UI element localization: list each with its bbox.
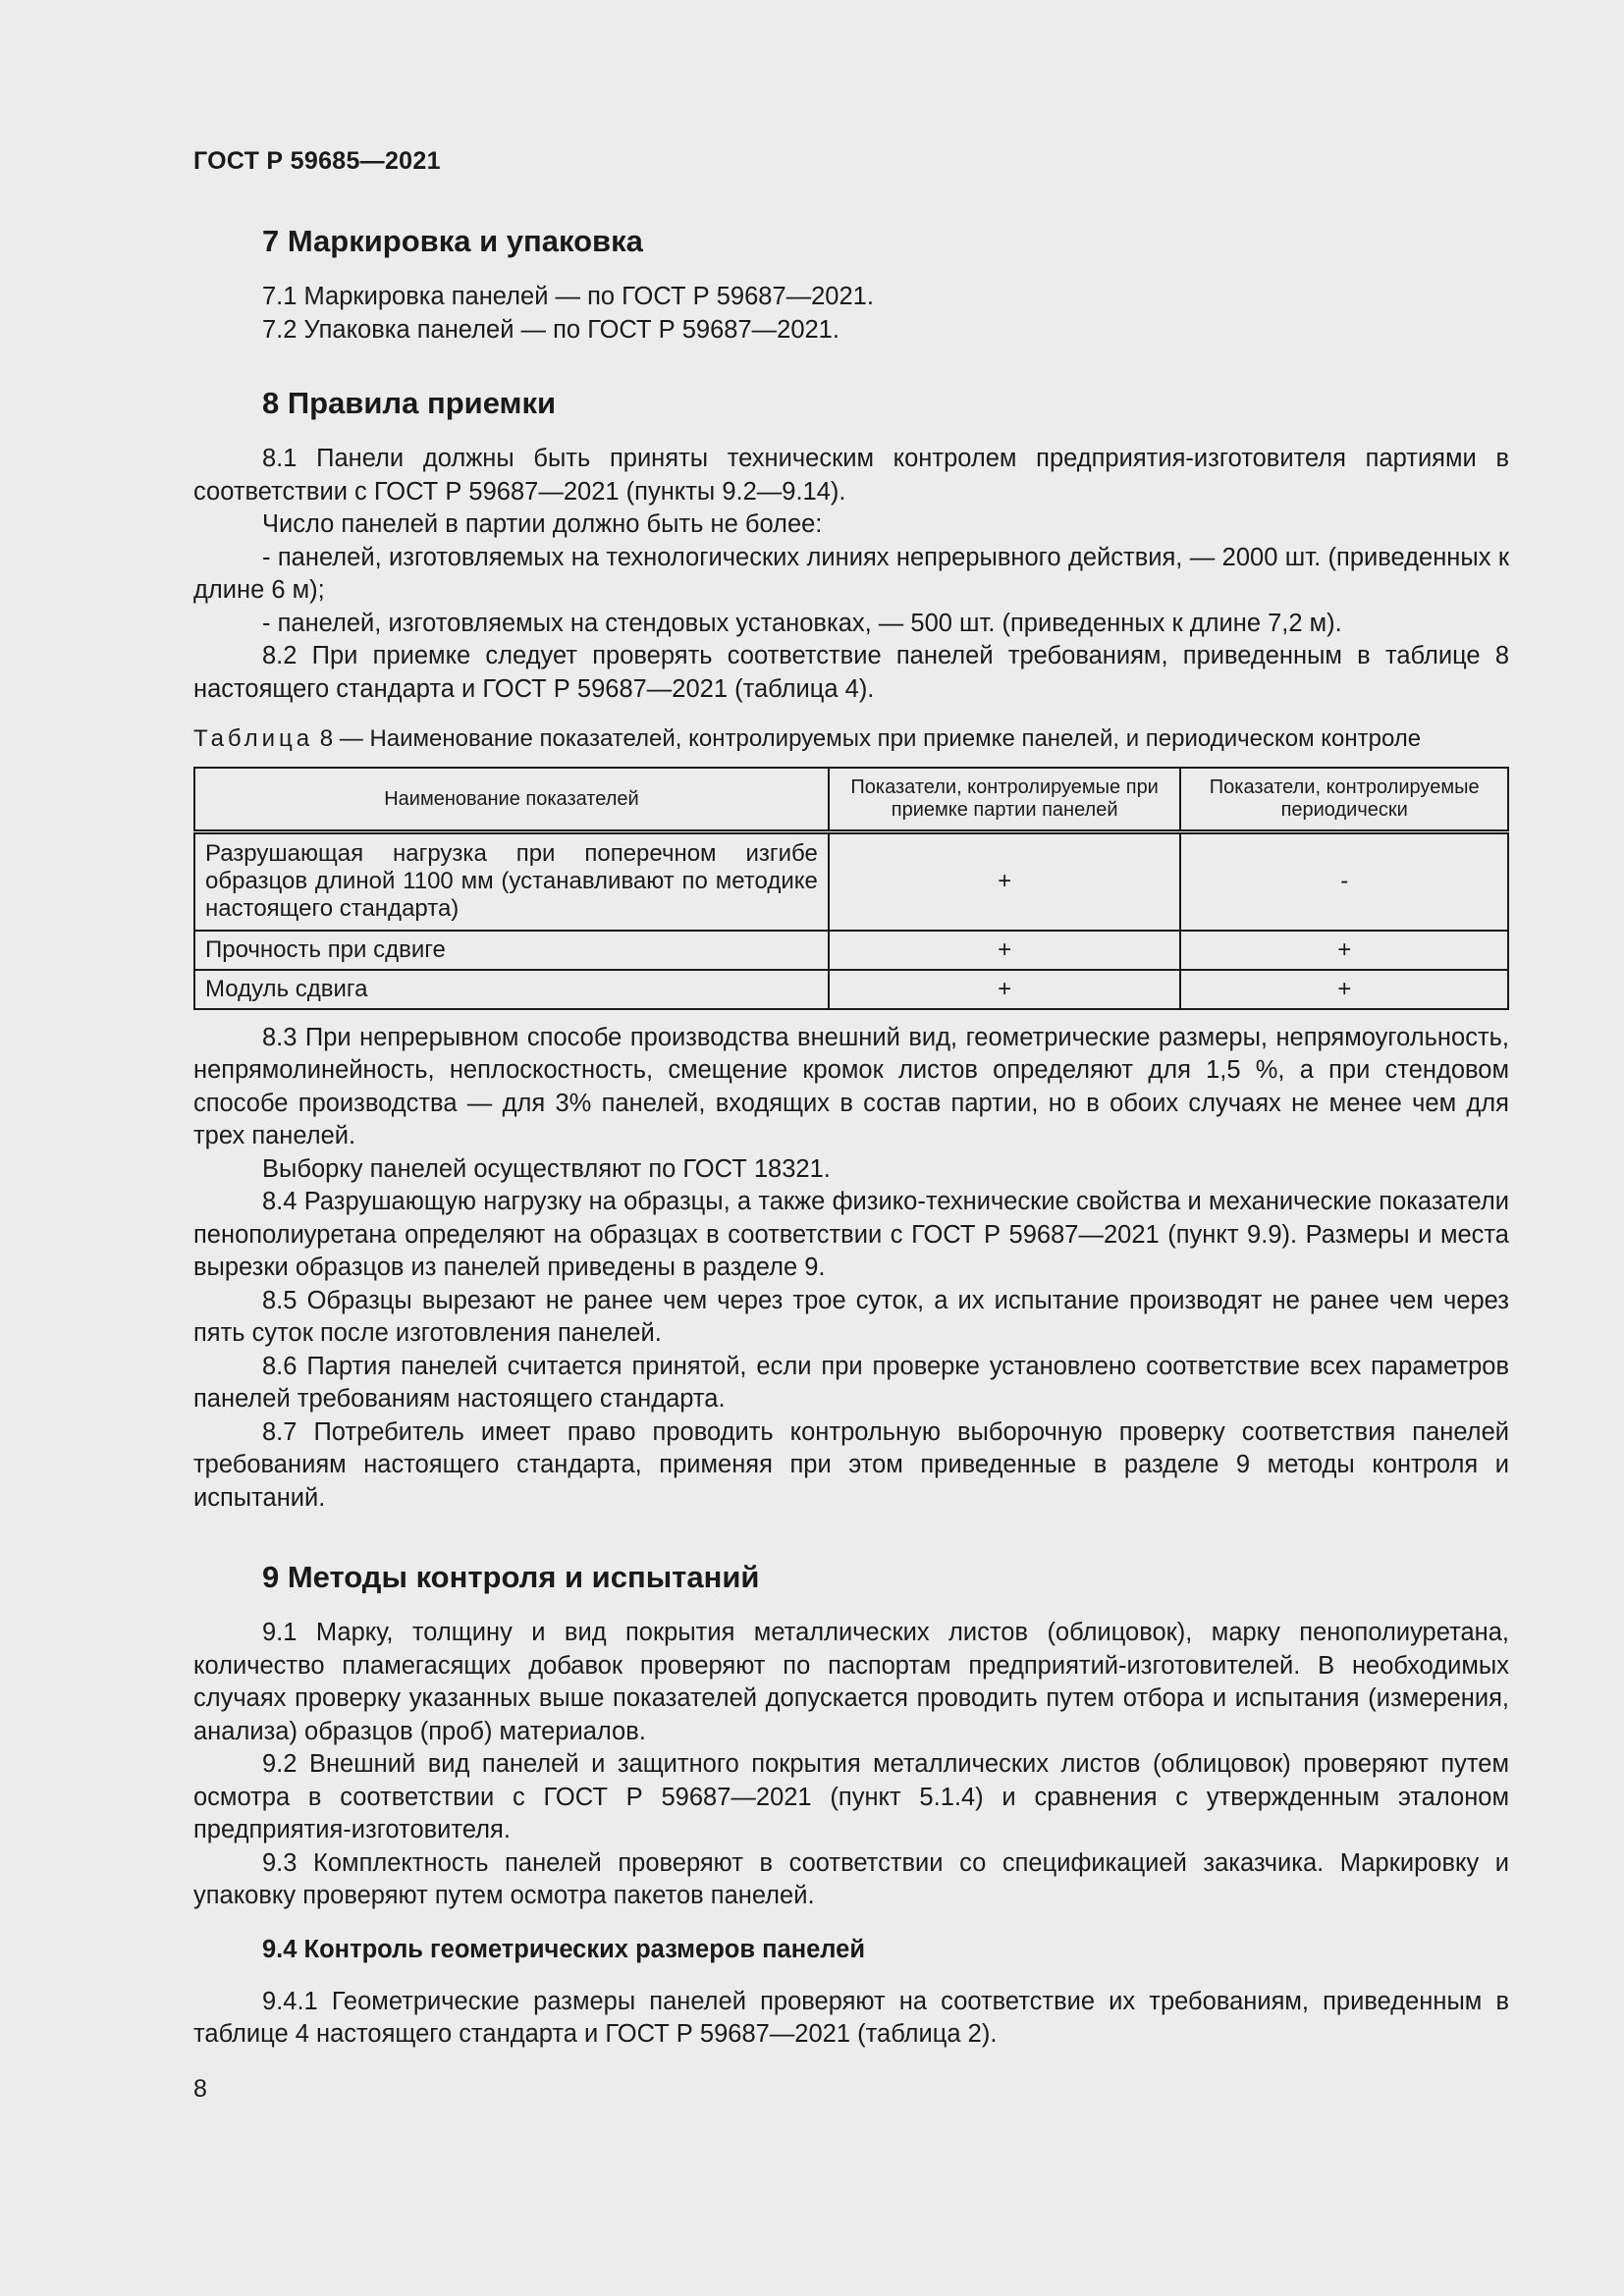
table-header-cell: Показатели, контролируемые периодически — [1180, 768, 1508, 832]
subsection-9-4-title: 9.4 Контроль геометрических размеров панелей — [262, 1935, 866, 1963]
section-8-title: 8 Правила приемки — [262, 386, 557, 420]
table-cell: + — [829, 832, 1181, 931]
table-cell: + — [829, 970, 1181, 1009]
paragraph-8-1-count: Число панелей в партии должно быть не более: — [262, 510, 823, 538]
document-body — [193, 218, 1509, 2052]
paragraph-9-4-1: 9.4.1 Геометрические размеры панелей проверяют на соответствие их требованиям, приведенным в таблице 4 настоящего стандарта и ГОСТ Р 59687—2021 (таблица 2). — [193, 1987, 1509, 2048]
paragraph-8-4: 8.4 Разрушающую нагрузку на образцы, а также физико-технические свойства и механические показатели пенополиуретана определяют на образцах в соответствии с ГОСТ Р 59687—2021 (пункт 9.9). Размеры и места вырезки образцов из панелей приведены в разделе 9. — [193, 1188, 1509, 1281]
table-header-cell: Наименование показателей — [194, 768, 829, 832]
table-row — [194, 970, 1508, 1009]
table-cell: + — [829, 931, 1181, 970]
table-8 — [193, 767, 1509, 1010]
table-header-cell: Показатели, контролируемые при приемке партии панелей — [829, 768, 1181, 832]
paragraph-8-1: 8.1 Панели должны быть приняты техническим контролем предприятия-изготовителя партиями в соответствии с ГОСТ Р 59687—2021 (пункты 9.2—9.14). — [193, 445, 1509, 506]
paragraph-9-2: 9.2 Внешний вид панелей и защитного покрытия металлических листов (облицовок) проверяют путем осмотра в соответствии с ГОСТ Р 59687—2021 (пункт 5.1.4) и сравнения с утвержденным эталоном предприятия-изготовителя. — [193, 1750, 1509, 1843]
page-number: 8 — [193, 2075, 207, 2103]
table-caption-word: Таблица — [193, 725, 314, 752]
paragraph-7-1: 7.1 Маркировка панелей — по ГОСТ Р 59687—2021. — [262, 283, 874, 310]
table-cell: + — [1180, 931, 1508, 970]
table-cell: - — [1180, 832, 1508, 931]
paragraph-8-3: 8.3 При непрерывном способе производства внешний вид, геометрические размеры, непрямоугольность, непрямолинейность, неплоскостность, смещение кромок листов определяют для 1,5 %, а при стендовом способе производства — для 3% панелей, входящих в состав партии, но в обоих случаях не менее чем для трех панелей. — [193, 1023, 1509, 1149]
document-header: ГОСТ Р 59685—2021 — [193, 147, 441, 175]
paragraph-8-1-item-2: - панелей, изготовляемых на стендовых установках, — 500 шт. (приведенных к длине 7,2 м). — [262, 609, 1342, 637]
paragraph-8-5: 8.5 Образцы вырезают не ранее чем через трое суток, а их испытание производят не ранее чем через пять суток после изготовления панелей. — [193, 1286, 1509, 1347]
section-7-title: 7 Маркировка и упаковка — [262, 224, 643, 258]
section-9-title: 9 Методы контроля и испытаний — [262, 1560, 760, 1594]
table-row — [194, 832, 1508, 931]
table-cell: Разрушающая нагрузка при поперечном изгибе образцов длиной 1100 мм (устанавливают по методике настоящего стандарта) — [194, 832, 829, 931]
paragraph-8-2: 8.2 При приемке следует проверять соответствие панелей требованиям, приведенным в таблице 8 настоящего стандарта и ГОСТ Р 59687—2021 (таблица 4). — [193, 642, 1509, 703]
paragraph-8-7: 8.7 Потребитель имеет право проводить контрольную выборочную проверку соответствия панелей требованиям настоящего стандарта, применяя при этом приведенные в разделе 9 методы контроля и испытаний. — [193, 1417, 1509, 1512]
paragraph-9-1: 9.1 Марку, толщину и вид покрытия металлических листов (облицовок), марку пенополиуретана, количество пламегасящих добавок проверяют по паспортам предприятий-изготовителей. В необходимых случаях проверку указанных выше показателей допускается проводить путем отбора и испытания (измерения, анализа) образцов (проб) материалов. — [193, 1619, 1509, 1745]
paragraph-8-1-item-1: - панелей, изготовляемых на технологических линиях непрерывного действия, — 2000 шт. (приведенных к длине 6 м); — [193, 543, 1509, 604]
paragraph-9-3: 9.3 Комплектность панелей проверяют в соответствии со спецификацией заказчика. Маркировку и упаковку проверяют путем осмотра пакетов панелей. — [193, 1848, 1509, 1909]
table-header-row — [194, 768, 1508, 832]
table-8-caption — [193, 723, 1509, 755]
paragraph-7-2: 7.2 Упаковка панелей — по ГОСТ Р 59687—2021. — [262, 315, 839, 344]
table-cell: Модуль сдвига — [194, 970, 829, 1009]
table-row — [194, 931, 1508, 970]
paragraph-8-3-sample: Выборку панелей осуществляют по ГОСТ 18321. — [262, 1154, 831, 1183]
table-cell: Прочность при сдвиге — [194, 931, 829, 970]
paragraph-8-6: 8.6 Партия панелей считается принятой, если при проверке установлено соответствие всех параметров панелей требованиям настоящего стандарта. — [193, 1352, 1509, 1413]
table-caption-text: 8 — Наименование показателей, контролируемых при приемке панелей, и периодическом контроле — [313, 725, 1422, 752]
table-cell: + — [1180, 970, 1508, 1009]
